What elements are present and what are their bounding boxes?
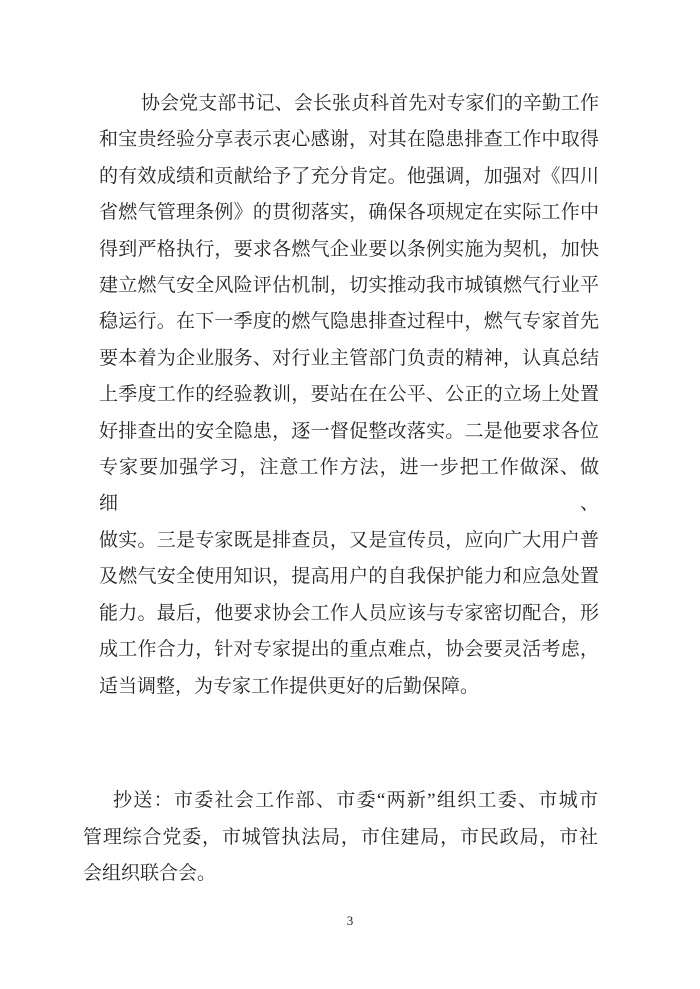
paragraph-line: 要本着为企业服务、对行业主管部门负责的精神，认真总结 bbox=[99, 347, 599, 369]
cc-line: 抄送：市委社会工作部、市委“两新”组织工委、市城市 bbox=[113, 790, 598, 811]
paragraph-line: 能力。最后，他要求协会工作人员应该与专家密切配合，形 bbox=[99, 602, 599, 624]
main-paragraph bbox=[99, 86, 599, 705]
paragraph-line: 做实。三是专家既是排查员，又是宣传员，应向广大用户普 bbox=[99, 529, 599, 551]
paragraph-line: 成工作合力，针对专家提出的重点难点，协会要灵活考虑， bbox=[99, 639, 599, 661]
paragraph-line: 的有效成绩和贡献给予了充分肯定。他强调，加强对《四川 bbox=[99, 165, 599, 187]
paragraph-line: 适当调整，为专家工作提供更好的后勤保障。 bbox=[99, 675, 480, 697]
paragraph-line: 稳运行。在下一季度的燃气隐患排查过程中，燃气专家首先 bbox=[99, 311, 599, 333]
paragraph-line: 得到严格执行，要求各燃气企业要以条例实施为契机，加快 bbox=[99, 238, 599, 260]
cc-line: 会组织联合会。 bbox=[83, 863, 217, 884]
paragraph-line: 建立燃气安全风险评估机制，切实推动我市城镇燃气行业平 bbox=[99, 275, 599, 297]
paragraph-line: 省燃气管理条例》的贯彻落实，确保各项规定在实际工作中 bbox=[99, 202, 599, 224]
page-number: 3 bbox=[346, 913, 354, 928]
paragraph-line: 协会党支部书记、会长张贞科首先对专家们的辛勤工作 bbox=[141, 93, 599, 114]
cc-section bbox=[83, 783, 598, 893]
paragraph-line: 和宝贵经验分享表示衷心感谢，对其在隐患排查工作中取得 bbox=[99, 129, 599, 151]
paragraph-line: 及燃气安全使用知识，提高用户的自我保护能力和应急处置 bbox=[99, 566, 599, 588]
cc-line: 管理综合党委，市城管执法局，市住建局，市民政局，市社 bbox=[83, 826, 598, 848]
paragraph-line: 好排查出的安全隐患，逐一督促整改落实。二是他要求各位 bbox=[99, 420, 599, 442]
paragraph-line: 上季度工作的经验教训，要站在在公平、公正的立场上处置 bbox=[99, 384, 599, 406]
paragraph-line: 专家要加强学习，注意工作方法，进一步把工作做深、做细、 bbox=[99, 457, 599, 515]
